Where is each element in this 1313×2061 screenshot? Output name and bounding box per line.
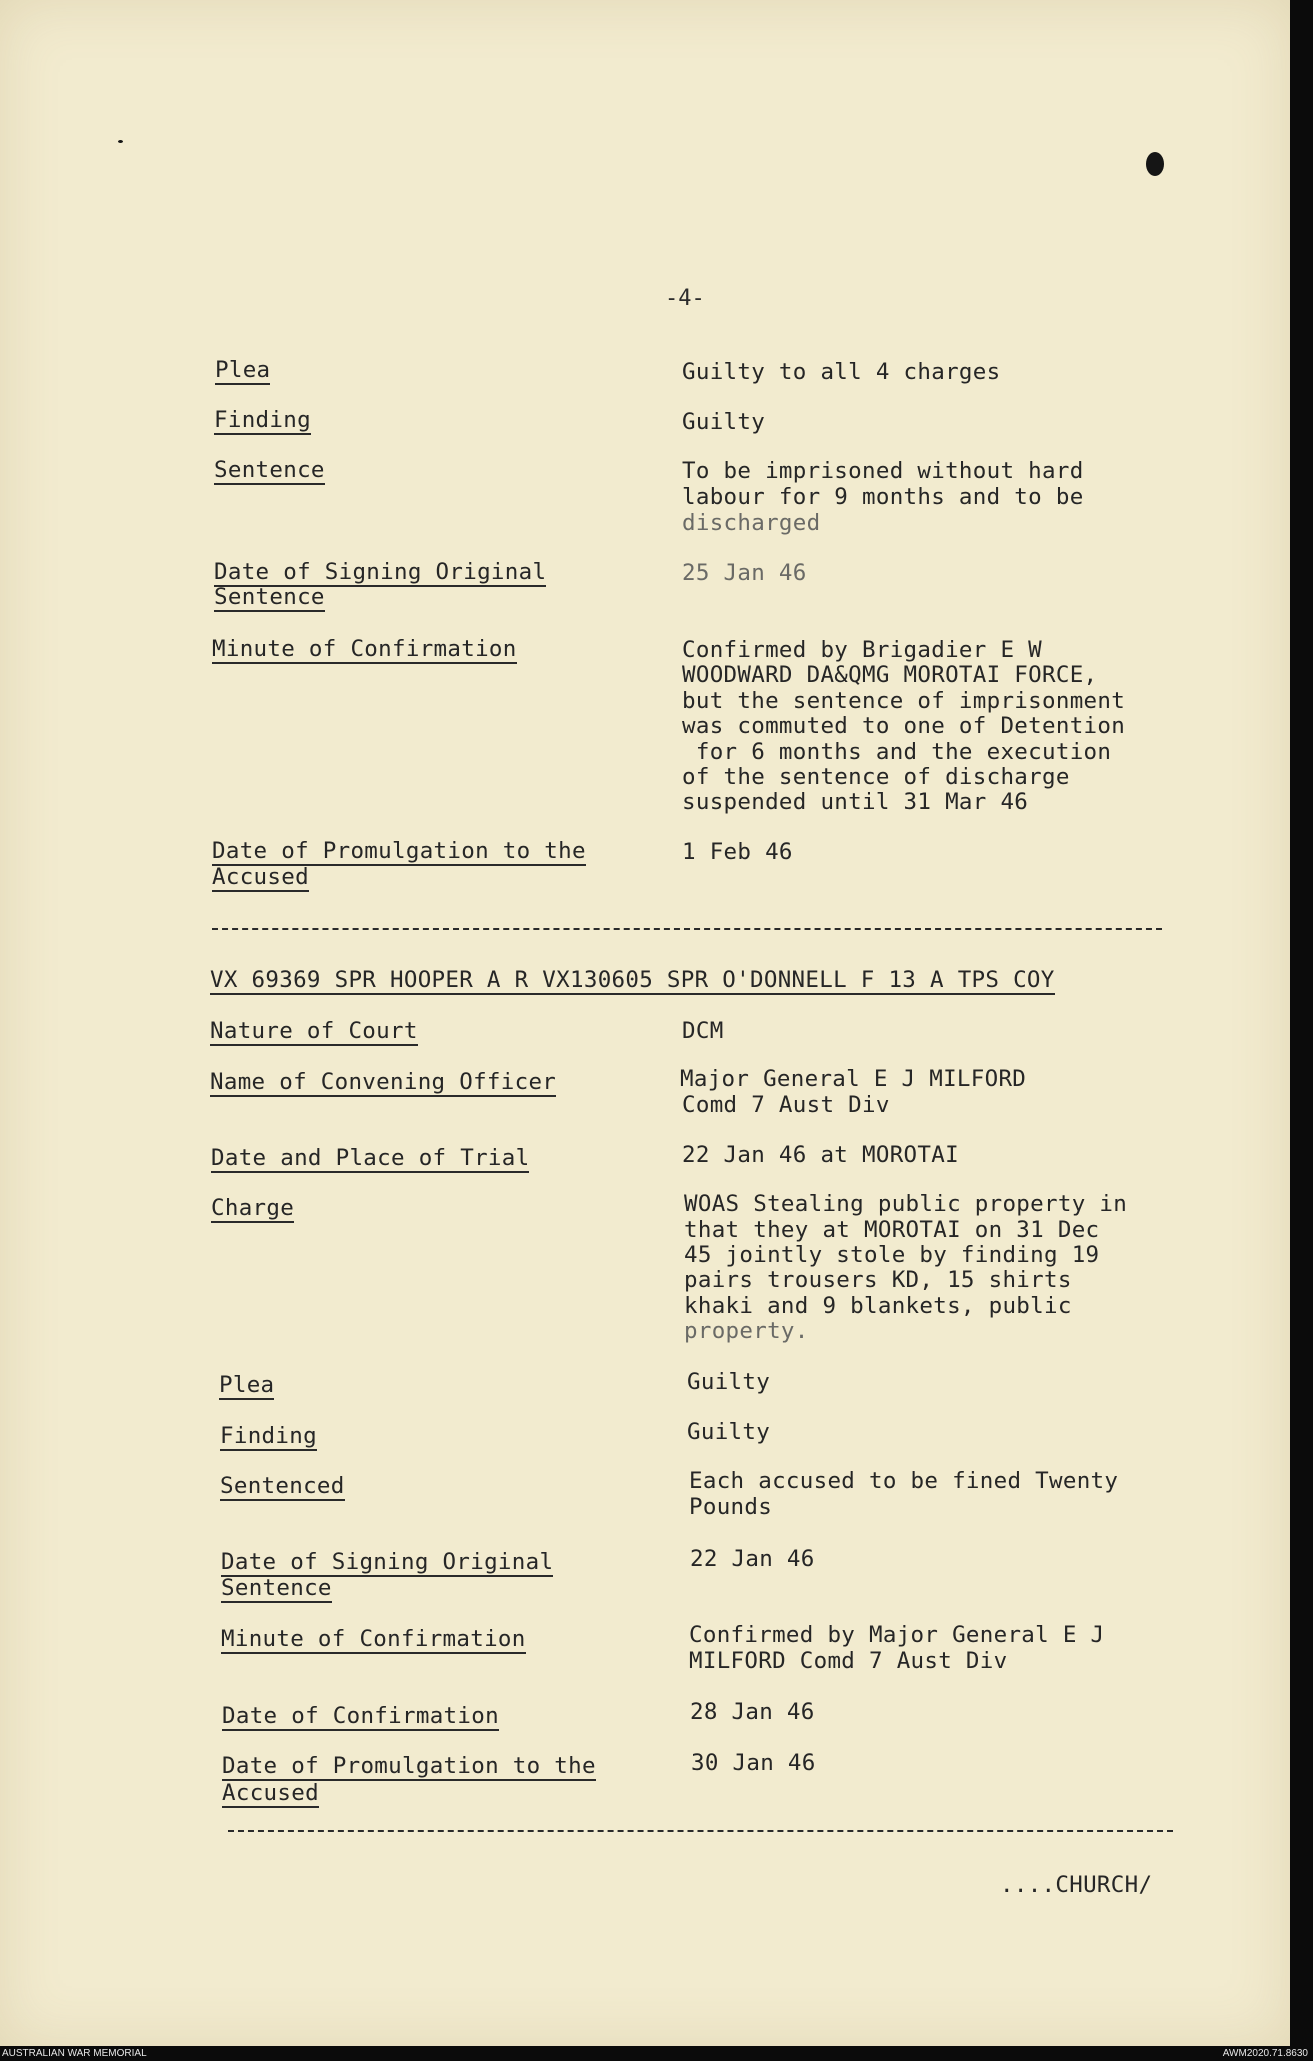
minute-value-2-line-2: MILFORD Comd 7 Aust Div xyxy=(689,1648,1008,1674)
footer-reference: AWM2020.71.8630 xyxy=(1222,2048,1308,2059)
section-divider xyxy=(212,928,1162,930)
minute-value-line-6: of the sentence of discharge xyxy=(682,764,1070,790)
convening-value-line-1: Major General E J MILFORD xyxy=(680,1066,1027,1092)
promulgation-value: 1 Feb 46 xyxy=(682,839,793,865)
trial-value: 22 Jan 46 at MOROTAI xyxy=(682,1142,959,1168)
plea-label-2: Plea xyxy=(219,1372,275,1398)
finding-label-2: Finding xyxy=(220,1423,317,1449)
minute-label-2: Minute of Confirmation xyxy=(221,1626,526,1652)
charge-value-line-6: property. xyxy=(684,1318,809,1344)
signing-label-line-1: Date of Signing Original xyxy=(214,559,547,585)
signing-label-line-2: Sentence xyxy=(214,584,325,610)
ink-speck xyxy=(118,140,123,143)
minute-value-line-5: for 6 months and the execution xyxy=(682,739,1112,765)
nature-label: Nature of Court xyxy=(210,1018,418,1044)
nature-value: DCM xyxy=(682,1018,724,1044)
promulgation-label-2-line-1: Date of Promulgation to the xyxy=(222,1753,596,1779)
signing-value: 25 Jan 46 xyxy=(682,560,807,586)
finding-value-2: Guilty xyxy=(687,1419,771,1445)
signing-label-2-line-1: Date of Signing Original xyxy=(221,1549,554,1575)
sentenced-value-line-2: Pounds xyxy=(689,1494,773,1520)
minute-label: Minute of Confirmation xyxy=(212,636,517,662)
section-divider-2 xyxy=(228,1830,1173,1832)
sentenced-value-line-1: Each accused to be fined Twenty xyxy=(689,1468,1119,1494)
charge-value-line-4: pairs trousers KD, 15 shirts xyxy=(684,1267,1072,1293)
case-heading: VX 69369 SPR HOOPER A R VX130605 SPR O'DONNELL F 13 A TPS COY xyxy=(210,967,1055,993)
convening-label: Name of Convening Officer xyxy=(210,1069,557,1095)
signing-label-2-line-2: Sentence xyxy=(221,1575,332,1601)
convening-value-line-2: Comd 7 Aust Div xyxy=(682,1092,890,1118)
minute-value-line-2: WOODWARD DA&QMG MOROTAI FORCE, xyxy=(682,662,1098,688)
confirmation-value: 28 Jan 46 xyxy=(690,1699,815,1725)
promulgation-label-line-2: Accused xyxy=(212,864,309,890)
promulgation-value-2: 30 Jan 46 xyxy=(691,1750,816,1776)
confirmation-label: Date of Confirmation xyxy=(222,1703,499,1729)
sentence-value-line-1: To be imprisoned without hard xyxy=(682,458,1084,484)
minute-value-line-7: suspended until 31 Mar 46 xyxy=(682,789,1029,815)
signing-value-2: 22 Jan 46 xyxy=(690,1546,815,1572)
trial-label: Date and Place of Trial xyxy=(211,1145,530,1171)
charge-value-line-2: that they at MOROTAI on 31 Dec xyxy=(684,1217,1100,1243)
minute-value-line-3: but the sentence of imprisonment xyxy=(682,688,1126,714)
charge-value-line-1: WOAS Stealing public property in xyxy=(684,1191,1128,1217)
page-number: -4- xyxy=(665,286,705,311)
plea-value: Guilty to all 4 charges xyxy=(682,359,1001,385)
charge-value-line-3: 45 jointly stole by finding 19 xyxy=(684,1242,1100,1268)
minute-value-2-line-1: Confirmed by Major General E J xyxy=(689,1622,1105,1648)
plea-value-2: Guilty xyxy=(687,1369,771,1395)
sentenced-label: Sentenced xyxy=(220,1473,345,1499)
sentence-value-line-3: discharged xyxy=(682,510,821,536)
promulgation-label-2-line-2: Accused xyxy=(222,1780,319,1806)
finding-label: Finding xyxy=(214,407,311,433)
finding-value: Guilty xyxy=(682,409,766,435)
ink-smudge xyxy=(1146,152,1164,176)
minute-value-line-4: was commuted to one of Detention xyxy=(682,713,1126,739)
promulgation-label-line-1: Date of Promulgation to the xyxy=(212,838,586,864)
sentence-value-line-2: labour for 9 months and to be xyxy=(682,484,1084,510)
sentence-label: Sentence xyxy=(214,457,325,483)
charge-label: Charge xyxy=(211,1195,295,1221)
charge-value-line-5: khaki and 9 blankets, public xyxy=(684,1293,1072,1319)
footer-source: AUSTRALIAN WAR MEMORIAL xyxy=(2,2048,147,2059)
continuation-text: ....CHURCH/ xyxy=(1000,1872,1153,1898)
plea-label: Plea xyxy=(215,357,271,383)
minute-value-line-1: Confirmed by Brigadier E W xyxy=(682,637,1042,663)
